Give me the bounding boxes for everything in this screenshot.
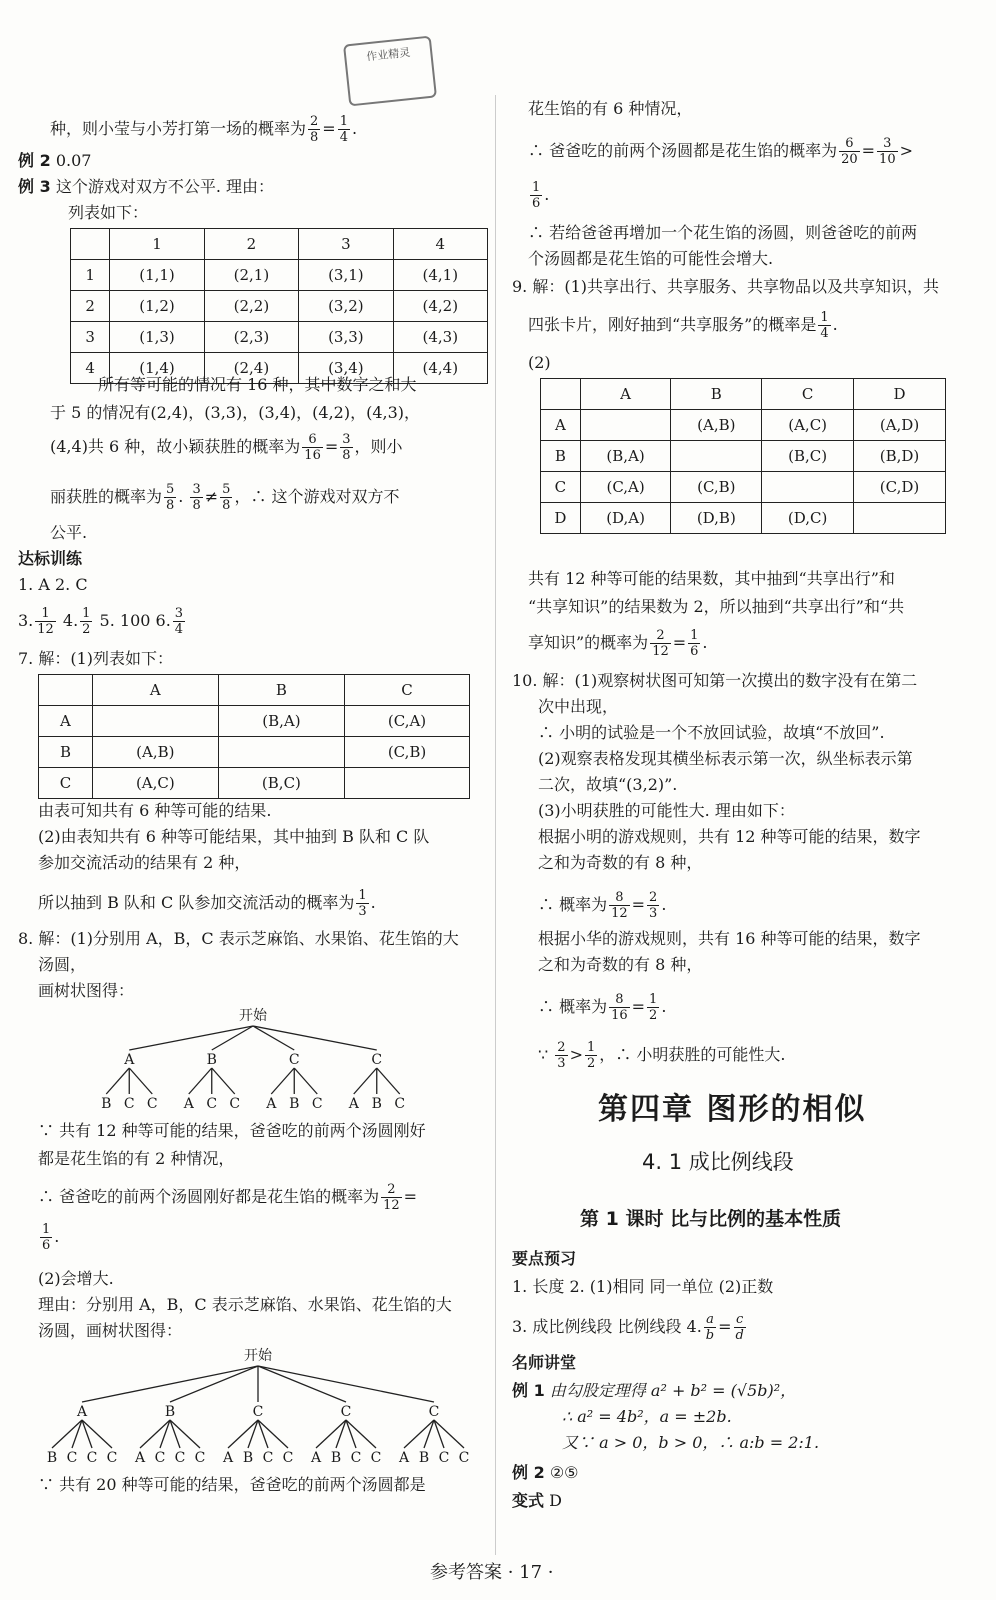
tree-leaf: C xyxy=(194,1450,206,1466)
tree-leaf: B xyxy=(371,1096,382,1112)
paragraph: 四张卡片，刚好抽到“共享服务”的概率是 $\frac{1}{4}$ . xyxy=(528,310,838,341)
table-cell: (3,4) xyxy=(299,353,393,384)
table-cell: (C,D) xyxy=(854,472,946,503)
tree-branch xyxy=(189,1068,212,1094)
table-cell xyxy=(71,229,110,260)
paragraph: 所有等可能的情况有 16 种，其中数字之和大 xyxy=(98,375,417,394)
table-cell: (3,2) xyxy=(299,291,393,322)
example-3: 例 3 这个游戏对双方不公平. 理由： xyxy=(18,177,274,196)
column-divider xyxy=(495,95,496,1555)
table-cell xyxy=(92,706,218,737)
table-cell: C xyxy=(762,379,854,410)
table-row xyxy=(541,472,946,503)
tree-leaf: A xyxy=(398,1450,410,1466)
tree-leaf: B xyxy=(242,1450,254,1466)
stamp-logo xyxy=(343,36,437,107)
paragraph: (2)观察表格发现其横坐标表示第一次，纵坐标表示第 xyxy=(538,749,913,768)
table-cell: (D,C) xyxy=(762,503,854,534)
paragraph: 理由：分别用 A，B，C 表示芝麻馅、水果馅、花生馅的大 xyxy=(38,1295,452,1314)
question-10: 10. 解：(1)观察树状图可知第一次摸出的数字没有在第二 xyxy=(512,671,918,690)
table-cell: (4,3) xyxy=(393,322,487,353)
table-cell: (D,A) xyxy=(580,503,671,534)
tree-diagram-1 xyxy=(88,1004,418,1116)
tree-leaf: C xyxy=(86,1450,98,1466)
table-cell: (B,C) xyxy=(762,441,854,472)
paragraph: 根据小华的游戏规则，共有 16 种等可能的结果，数字 xyxy=(538,929,921,948)
table-cell: 2 xyxy=(204,229,298,260)
table-row xyxy=(541,379,946,410)
table-cell: (2,1) xyxy=(204,260,298,291)
section-heading: 达标训练 xyxy=(18,549,83,568)
tree-leaf: C xyxy=(370,1450,382,1466)
paragraph: $\frac{1}{6}$ . xyxy=(532,180,550,211)
paragraph: ∵ 共有 12 种等可能的结果，爸爸吃的前两个汤圆刚好 xyxy=(38,1121,426,1140)
tree-branch xyxy=(294,1068,317,1094)
paragraph: ∴ 爸爸吃的前两个汤圆刚好都是花生馅的概率为 $\frac{2}{12}$ = xyxy=(38,1182,418,1213)
fraction: $\frac{1}{4}$ xyxy=(339,114,348,145)
table-row xyxy=(71,229,488,260)
table-cell: 3 xyxy=(299,229,393,260)
table-cell: (C,B) xyxy=(671,472,762,503)
table-row xyxy=(541,503,946,534)
answers: 3. $\frac{1}{12}$ 4. $\frac{1}{2}$ 5. 100 6. $\frac{3}{4}$ xyxy=(18,606,184,637)
tree-leaf: A xyxy=(183,1096,194,1112)
table-cards xyxy=(540,378,946,534)
table-cell: (C,B) xyxy=(345,737,470,768)
table-cell: (A,C) xyxy=(92,768,218,799)
tree-leaf: C xyxy=(154,1450,166,1466)
tree-leaf: C xyxy=(106,1450,118,1466)
table-row xyxy=(71,291,488,322)
paragraph: 二次，故填“(3,2)”. xyxy=(538,775,678,794)
table-cell: 1 xyxy=(110,229,204,260)
tree-branch xyxy=(129,1026,253,1050)
table-cell: A xyxy=(580,379,671,410)
tree-branch xyxy=(258,1366,434,1402)
paragraph: ∴ 爸爸吃的前两个汤圆都是花生馅的概率为 $\frac{6}{20}$ = $\frac{3}{10}$ > xyxy=(528,136,913,167)
table-cell: 3 xyxy=(71,322,110,353)
table-cell: (2,2) xyxy=(204,291,298,322)
paragraph: 花生馅的有 6 种情况， xyxy=(528,99,693,118)
section-heading: 名师讲堂 xyxy=(512,1353,577,1372)
table-row xyxy=(541,410,946,441)
paragraph: 之和为奇数的有 8 种， xyxy=(538,853,703,872)
table-cell: (3,1) xyxy=(299,260,393,291)
table-cell: 4 xyxy=(393,229,487,260)
paragraph: ∴ a² = 4b²，a = ±2b. xyxy=(562,1407,732,1426)
table-cell: 2 xyxy=(71,291,110,322)
table-cell xyxy=(541,379,581,410)
paragraph: (2) xyxy=(528,353,551,372)
example-1: 例 1 由勾股定理得 a² + b² = (√5b)²， xyxy=(512,1381,797,1400)
tree-leaf: B xyxy=(289,1096,300,1112)
tree-branch xyxy=(106,1068,129,1094)
table-cell: (3,3) xyxy=(299,322,393,353)
paragraph: 汤圆， xyxy=(38,955,87,974)
table-cell xyxy=(671,441,762,472)
table-cell: (1,2) xyxy=(110,291,204,322)
tree-branch xyxy=(354,1068,377,1094)
table-cell: (B,A) xyxy=(580,441,671,472)
paragraph: 共有 12 种等可能的结果数，其中抽到“共享出行”和 xyxy=(528,569,895,588)
table-sum xyxy=(70,228,488,384)
table-cell: (1,4) xyxy=(110,353,204,384)
tree-leaf: A xyxy=(266,1096,277,1112)
tree-leaf: C xyxy=(146,1096,158,1112)
table-cell xyxy=(345,768,470,799)
paragraph: 又∵ a > 0，b > 0，∴ a:b = 2:1. xyxy=(562,1433,820,1452)
table-cell: (4,2) xyxy=(393,291,487,322)
stamp-text: 作业精灵 xyxy=(365,45,411,64)
table-cell: (4,1) xyxy=(393,260,487,291)
table-row xyxy=(39,706,470,737)
table-teams xyxy=(38,674,470,799)
paragraph: (3)小明获胜的可能性大. 理由如下： xyxy=(538,801,795,820)
paragraph: (2)会增大. xyxy=(38,1269,114,1288)
paragraph: 公平. xyxy=(50,523,88,542)
paragraph: ∵ 共有 20 种等可能的结果，爸爸吃的前两个汤圆都是 xyxy=(38,1475,426,1494)
tree-leaf: C xyxy=(438,1450,450,1466)
table-row xyxy=(39,675,470,706)
table-cell: (2,4) xyxy=(204,353,298,384)
tree-leaf: B xyxy=(330,1450,342,1466)
table-cell: (A,B) xyxy=(92,737,218,768)
tree-leaf: C xyxy=(229,1096,241,1112)
table-cell xyxy=(762,472,854,503)
tree-leaf: C xyxy=(458,1450,470,1466)
tree-branch xyxy=(258,1366,346,1402)
table-row xyxy=(39,768,470,799)
paragraph: ∴ 小明的试验是一个不放回试验，故填“不放回”. xyxy=(538,723,885,742)
table-cell: (C,A) xyxy=(580,472,671,503)
paragraph: $\frac{1}{6}$ . xyxy=(42,1222,60,1253)
tree-leaf: C xyxy=(350,1450,362,1466)
table-cell: (2,3) xyxy=(204,322,298,353)
table-cell: D xyxy=(854,379,946,410)
table-cell: (B,C) xyxy=(218,768,344,799)
tree-leaf: A xyxy=(134,1450,146,1466)
table-cell: B xyxy=(39,737,93,768)
tree-leaf: C xyxy=(394,1096,406,1112)
paragraph: ∴ 概率为 $\frac{8}{12}$ = $\frac{2}{3}$ . xyxy=(538,890,667,921)
tree-branch xyxy=(377,1068,400,1094)
paragraph: 画树状图得： xyxy=(38,981,135,1000)
tree-branch xyxy=(129,1068,152,1094)
paragraph: ∵ $\frac{2}{3}$ > $\frac{1}{2}$ ，∴ 小明获胜的可能性大. xyxy=(538,1040,786,1071)
tree-leaf: B xyxy=(101,1096,112,1112)
tree-branch xyxy=(271,1068,294,1094)
paragraph: 享知识”的概率为 $\frac{2}{12}$ = $\frac{1}{6}$ . xyxy=(528,628,708,659)
paragraph: 次中出现， xyxy=(538,697,619,716)
tree-branch xyxy=(170,1366,258,1402)
paragraph: 汤圆，画树状图得： xyxy=(38,1321,183,1340)
table-cell: D xyxy=(541,503,581,534)
table-cell xyxy=(218,737,344,768)
tree-leaf: A xyxy=(310,1450,322,1466)
example-2-right: 例 2 ②⑤ xyxy=(512,1463,579,1482)
tree-leaf: A xyxy=(222,1450,234,1466)
paragraph: 所以抽到 B 队和 C 队参加交流活动的概率为 $\frac{1}{3}$ . xyxy=(38,888,376,919)
table-cell: B xyxy=(218,675,344,706)
paragraph: (2)由表知共有 6 种等可能结果，其中抽到 B 队和 C 队 xyxy=(38,827,430,846)
table-cell: (1,1) xyxy=(110,260,204,291)
table-cell: (A,D) xyxy=(854,410,946,441)
paragraph: 于 5 的情况有(2,4)，(3,3)，(3,4)，(4,2)，(4,3)， xyxy=(50,403,421,422)
lesson-title: 第 1 课时 比与比例的基本性质 xyxy=(580,1208,842,1230)
tree-root: 开始 xyxy=(239,1008,267,1024)
table-cell: (B,A) xyxy=(218,706,344,737)
tree-leaf: C xyxy=(174,1450,186,1466)
list-intro: 列表如下： xyxy=(68,203,149,222)
tree-leaf: C xyxy=(66,1450,78,1466)
answers: 1. A 2. C xyxy=(18,575,88,594)
table-cell: A xyxy=(39,706,93,737)
table-cell: (A,B) xyxy=(671,410,762,441)
question-8: 8. 解：(1)分别用 A，B，C 表示芝麻馅、水果馅、花生馅的大 xyxy=(18,929,459,948)
tree-node: C xyxy=(428,1404,440,1420)
tree-leaf: C xyxy=(206,1096,218,1112)
tree-root: 开始 xyxy=(244,1348,272,1364)
table-cell xyxy=(39,675,93,706)
tree-branch xyxy=(82,1366,258,1402)
paragraph: ∴ 若给爸爸再增加一个花生馅的汤圆，则爸爸吃的前两 xyxy=(528,223,918,242)
paragraph: 根据小明的游戏规则，共有 12 种等可能的结果，数字 xyxy=(538,827,921,846)
tree-branch xyxy=(212,1068,235,1094)
line-1: 种，则小莹与小芳打第一场的概率为 $\frac{2}{8}$ = $\frac{1}{4}$ . xyxy=(50,114,358,145)
tree-leaf: B xyxy=(46,1450,58,1466)
answers: 3. 成比例线段 比例线段 4. $\frac{a}{b}$ = $\frac{c}{d}$ xyxy=(512,1312,744,1343)
table-cell: (1,3) xyxy=(110,322,204,353)
tree-node: A xyxy=(124,1052,135,1068)
table-row xyxy=(71,260,488,291)
table-cell: C xyxy=(39,768,93,799)
table-cell xyxy=(580,410,671,441)
paragraph: (4,4)共 6 种，故小颖获胜的概率为 $\frac{6}{16}$ = $\frac{3}{8}$ ，则小 xyxy=(50,432,403,463)
table-cell: A xyxy=(92,675,218,706)
paragraph: 之和为奇数的有 8 种， xyxy=(538,955,703,974)
table-cell: A xyxy=(541,410,581,441)
table-cell: C xyxy=(345,675,470,706)
table-row xyxy=(71,322,488,353)
table-cell: 4 xyxy=(71,353,110,384)
tree-node: B xyxy=(206,1052,217,1068)
table-cell: B xyxy=(671,379,762,410)
table-cell: (D,B) xyxy=(671,503,762,534)
example-2: 例 2 0.07 xyxy=(18,151,92,170)
paragraph: “共享知识”的结果数为 2，所以抽到“共享出行”和“共 xyxy=(528,597,905,616)
question-9: 9. 解：(1)共享出行、共享服务、共享物品以及共享知识，共 xyxy=(512,277,940,296)
table-cell: (A,C) xyxy=(762,410,854,441)
table-cell xyxy=(854,503,946,534)
tree-leaf: C xyxy=(262,1450,274,1466)
chapter-title: 第四章 图形的相似 xyxy=(598,1092,867,1127)
table-cell: B xyxy=(541,441,581,472)
paragraph: 由表可知共有 6 种等可能的结果. xyxy=(38,801,272,820)
tree-node: C xyxy=(252,1404,264,1420)
paragraph: 个汤圆都是花生馅的可能性会增大. xyxy=(528,249,774,268)
variant: 变式 D xyxy=(512,1491,562,1510)
tree-leaf: C xyxy=(311,1096,323,1112)
tree-leaf: A xyxy=(348,1096,359,1112)
table-cell: 1 xyxy=(71,260,110,291)
table-cell: (C,A) xyxy=(345,706,470,737)
table-cell: C xyxy=(541,472,581,503)
tree-node: C xyxy=(340,1404,352,1420)
section-title: 4. 1 成比例线段 xyxy=(642,1150,794,1174)
paragraph: 参加交流活动的结果有 2 种， xyxy=(38,853,251,872)
table-row xyxy=(541,441,946,472)
tree-node: C xyxy=(371,1052,383,1068)
answers: 1. 长度 2. (1)相同 同一单位 (2)正数 xyxy=(512,1277,774,1296)
section-heading: 要点预习 xyxy=(512,1249,577,1268)
tree-leaf: B xyxy=(418,1450,430,1466)
tree-node: A xyxy=(76,1404,88,1420)
question-7: 7. 解：(1)列表如下： xyxy=(18,649,174,668)
tree-node: B xyxy=(164,1404,176,1420)
page-footer: 参考答案 · 17 · xyxy=(430,1562,554,1583)
tree-node: C xyxy=(288,1052,300,1068)
paragraph: 丽获胜的概率为 $\frac{5}{8}$ . $\frac{3}{8}$ ≠ $\frac{5}{8}$ ，∴ 这个游戏对双方不 xyxy=(50,482,400,513)
table-cell: (4,4) xyxy=(393,353,487,384)
tree-leaf: C xyxy=(123,1096,135,1112)
tree-leaf: C xyxy=(282,1450,294,1466)
paragraph: ∴ 概率为 $\frac{8}{16}$ = $\frac{1}{2}$ . xyxy=(538,992,667,1023)
fraction: $\frac{2}{8}$ xyxy=(310,114,319,145)
table-cell: (B,D) xyxy=(854,441,946,472)
tree-branch xyxy=(253,1026,377,1050)
table-row xyxy=(39,737,470,768)
tree-diagram-2 xyxy=(38,1344,478,1468)
paragraph: 都是花生馅的有 2 种情况， xyxy=(38,1149,235,1168)
